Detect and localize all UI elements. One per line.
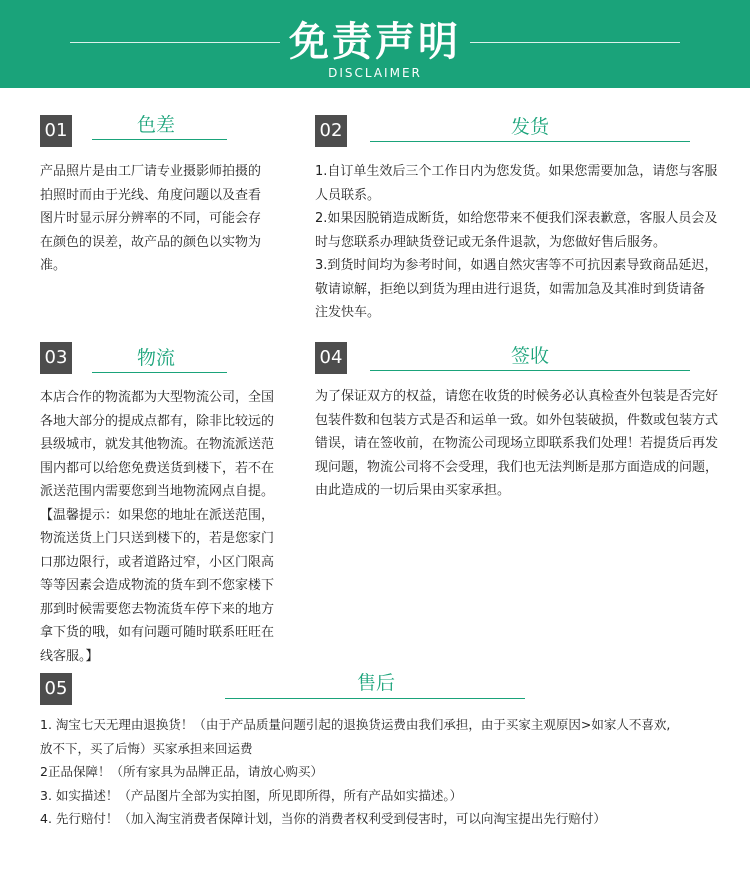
section-body: 产品照片是由工厂请专业摄影师拍摄的 拍照时而由于光线、角度问题以及查看 图片时显示屏分辨率的不同，可能会存 在颜色的误差，故产品的颜色以实物为 准。 — [40, 164, 262, 273]
section-body: 为了保证双方的权益，请您在收货的时候务必认真检查外包装是否完好 包装件数和包装方式是否和运单一致。如外包装破损，件数或包装方式 错误，请在签收前，在物流公司现场立即联系我们处理！若提货后再发 现问题，物流公司将不会受理，我们也无法判断是那方面造成的问题， 由此造成的一切后果由买家承担。 — [315, 389, 719, 498]
section-title: 物流 — [136, 347, 175, 369]
section-title-underline — [370, 370, 690, 371]
section-number: 05 — [40, 673, 72, 705]
header-divider-right — [470, 42, 680, 43]
section-title-underline — [370, 141, 690, 142]
section-title-underline — [92, 139, 227, 140]
section-title: 色差 — [136, 114, 175, 136]
section-body: 1. 淘宝七天无理由退换货！（由于产品质量问题引起的退换货运费由我们承担，由于买家主观原因>如家人不喜欢, 放不下，买了后悔）买家承担来回运费 2正品保障！（所有家具为品牌正品，请放心购买） 3. 如实描述！（产品图片全部为实拍图，所见即所得，所有产品如实描述。） 4. 先行赔付！（加入淘宝消费者保障计划，当你的消费者权利受到侵害时，可以向淘宝提出先行赔付） — [40, 717, 671, 826]
header-banner — [0, 0, 750, 88]
section-title: 售后 — [356, 672, 395, 694]
section-body: 本店合作的物流都为大型物流公司，全国 各地大部分的提成点都有，除非比较远的 县级城市，就发其他物流。在物流派送范 围内都可以给您免费送货到楼下，若不在 派送范围内需要您到当地物流网点自提。 【温馨提示：如果您的地址在派送范围， 物流送货上门只送到楼下的，若是您家门 口那边限行，或者道路过窄，小区门限高 等等因素会造成物流的货车到不您家楼下 那到时候需要您去物流货车停下来的地方 拿下货的哦，如有问题可随时联系旺旺在 线客服。】 — [40, 390, 275, 664]
page-subtitle: DISCLAIMER — [328, 66, 422, 80]
section-title-underline — [225, 698, 525, 699]
section-number: 03 — [40, 342, 72, 374]
section-title: 签收 — [510, 345, 549, 367]
section-body: 1.自订单生效后三个工作日内为您发货。如果您需要加急，请您与客服 人员联系。 2.如果因脱销造成断货，如给您带来不便我们深表歉意，客服人员会及 时与您联系办理缺货登记或无条件退款，为您做好售后服务。 3.到货时间均为参考时间，如遇自然灾害等不可抗因素导致商品延迟， 敬请谅解，拒绝以到货为理由进行退货，如需加急及其准时到货请备 注发快车。 — [315, 164, 718, 320]
section-title-underline — [92, 372, 227, 373]
section-number: 04 — [315, 342, 347, 374]
section-title: 发货 — [510, 116, 549, 138]
section-number: 01 — [40, 115, 72, 147]
section-number: 02 — [315, 115, 347, 147]
page-title: 免责声明 — [289, 19, 461, 65]
